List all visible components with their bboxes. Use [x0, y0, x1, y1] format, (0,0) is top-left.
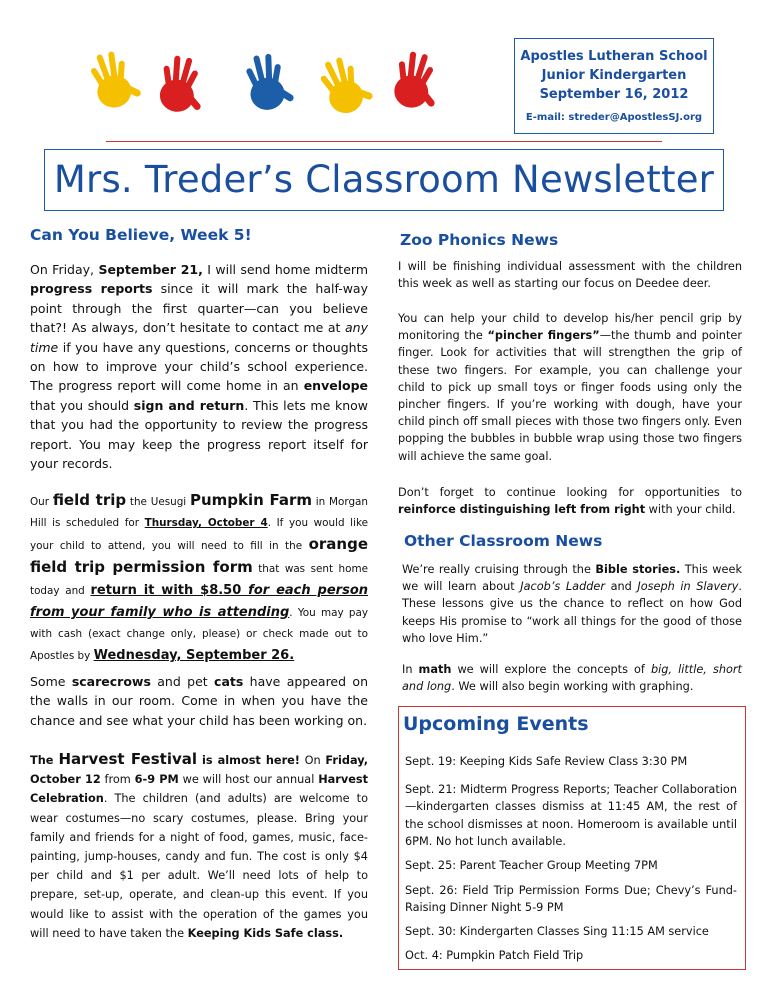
section-title-other-news: Other Classroom News — [404, 532, 603, 550]
hand-print-red-icon — [156, 53, 210, 116]
event-item: Sept. 25: Parent Teacher Group Meeting 7PM — [405, 859, 658, 872]
pincher-fingers-paragraph: You can help your child to develop his/her pencil grip by monitoring the “pincher fingers”—the thumb and pointer finger. Look for activities that will strengthen the grip of these two fingers. For example, you can challenge your child to pick up small toys or finger foods using only the pincher fingers. If you’re working with dough, have your child pinch off small pieces with those two fingers only. Even popping the bubbles in bubble wrap using those two fingers will achieve the same goal. — [398, 312, 742, 463]
event-item: Sept. 26: Field Trip Permission Forms Due; Chevy’s Fund-Raising Dinner Night 5-9 PM — [405, 884, 737, 915]
progress-report-paragraph: On Friday, September 21, I will send home midterm progress reports since it will mark the half-way point through the first quarter—can you believe that?! As always, don’t hesitate to contact me at any time if you have any questions, concerns or thoughts on how to improve your child’s school experience. The progress report will come home in an envelope that you should sign and return. This lets me know that you had the opportunity to review the progress report. You may keep the progress report itself for your records. — [30, 262, 369, 472]
section-title-week5: Can You Believe, Week 5! — [30, 226, 252, 244]
math-paragraph: In math we will explore the concepts of big, little, short and long. We will also begin working with graphing. — [402, 663, 742, 694]
event-item: Sept. 19: Keeping Kids Safe Review Class 3:30 PM — [405, 755, 688, 768]
page-title: Mrs. Treder’s Classroom Newsletter — [53, 158, 715, 201]
email-link[interactable]: E-mail: streder@ApostlesSJ.org — [525, 112, 703, 123]
event-item: Oct. 4: Pumpkin Patch Field Trip — [405, 949, 584, 962]
left-right-paragraph: Don’t forget to continue looking for opportunities to reinforce distinguishing left from right with your child. — [398, 486, 742, 517]
divider — [106, 141, 662, 142]
zoo-phonics-intro: I will be finishing individual assessment with the children this week as well as starting our focus on Deedee deer. — [398, 260, 742, 291]
bible-stories-paragraph: We’re really cruising through the Bible stories. This week we will learn about Jacob’s Ladder and Joseph in Slavery. These lessons give us the chance to reflect on how God keeps His promise to “work all things for the good of those who love Him.” — [402, 563, 742, 645]
newsletter-date: September 16, 2012 — [539, 87, 689, 102]
hand-print-yellow-icon — [315, 50, 377, 118]
section-title-zoo-phonics: Zoo Phonics News — [400, 231, 559, 249]
school-info-box — [514, 38, 714, 134]
event-item: Sept. 30: Kindergarten Classes Sing 11:15 AM service — [405, 925, 709, 938]
field-trip-paragraph: Our field trip the Uesugi Pumpkin Farm in Morgan Hill is scheduled for Thursday, October 4. If you would like your child to attend, you will need to fill in the orange field trip permission form that was sent home today and return it with $8.50 for each person from your family who is attending. You may pay with cash (exact change only, please) or check made out to Apostles by Wednesday, September 26. — [30, 491, 369, 663]
school-name: Apostles Lutheran School — [520, 49, 708, 64]
title-box — [44, 149, 724, 211]
hand-prints-graphic — [70, 44, 460, 122]
event-item: Sept. 21: Midterm Progress Reports; Teacher Collaboration—kindergarten classes dismiss at 11:45 AM, the rest of the school dismisses at noon. Homeroom is available until 6PM. No hot lunch available. — [405, 783, 737, 848]
grade-label: Junior Kindergarten — [541, 68, 687, 83]
scarecrows-paragraph: Some scarecrows and pet cats have appeared on the walls in our room. Come in when you have the chance and see what your child has been working on. — [30, 674, 368, 728]
harvest-festival-paragraph: The Harvest Festival is almost here! On Friday, October 12 from 6-9 PM we will host our annual Harvest Celebration. The children (and adults) are welcome to wear costumes—no scary costumes, please. Bring your family and friends for a night of food, games, music, face-painting, jump-houses, candy and fun. The cost is only $4 per child and $1 per adult. We’ll need lots of help to prepare, set-up, operate, and clean-up this event. If you would like to assist with the operation of the games you will need to have taken the Keeping Kids Safe class. — [30, 750, 368, 940]
upcoming-events-box — [398, 706, 746, 970]
section-title-upcoming-events: Upcoming Events — [403, 713, 589, 735]
hand-print-blue-icon — [244, 51, 297, 113]
hand-print-red-icon — [390, 49, 446, 113]
hand-print-yellow-icon — [87, 46, 145, 111]
